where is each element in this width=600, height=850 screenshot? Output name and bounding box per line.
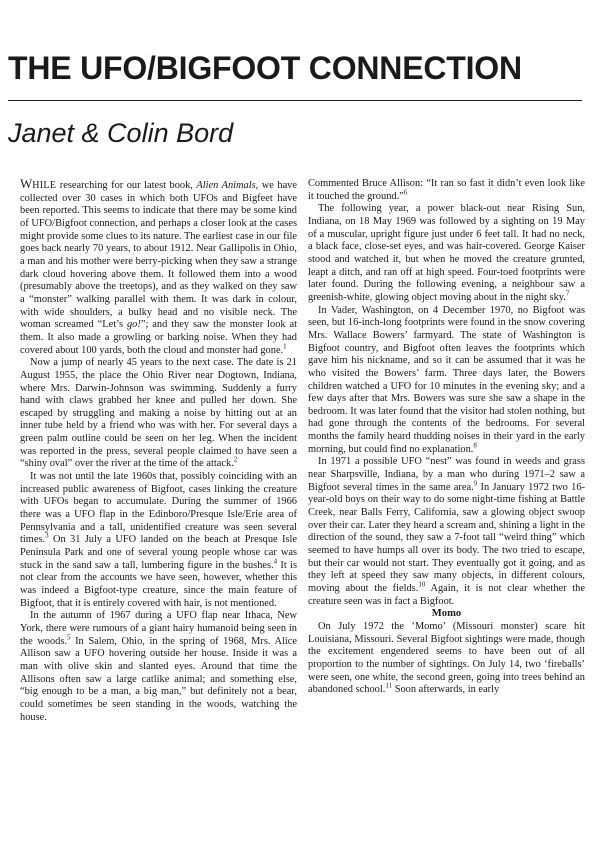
paragraph: It was not until the late 1960s that, possibly coinciding with an increased public awareness of Bigfoot, cases linking the creature with UFOs began to accumulate. During the summer of 1966 there was a UFO flap in the Edinboro/Presque Isle/Erie area of Pennsylvania and a tall, unidentified creature was seen several times.$^3$ On 31 July a UFO landed on the beach at Presque Isle Peninsula Park and one of several young people whose car was stuck in the sand saw a tall, lumbering figure in the bushes.$^4$ It is not clear from the accounts we have seen, however, whether this was indeed a Bigfoot-type creature, since the main feature of Bigfoot, that it is entirely covered with hair, is not mentioned. xyxy=(20,471,297,609)
section-subheading: Momo xyxy=(431,608,462,620)
left-column xyxy=(20,178,297,724)
article-authors: Janet & Colin Bord xyxy=(8,118,234,148)
title-rule xyxy=(8,100,582,101)
paragraph: In the autumn of 1967 during a UFO flap near Ithaca, New York, there were rumours of a giant hairy humanoid being seen in the woods.$^5$ In Salem, Ohio, in the spring of 1968, Mrs. Alice Allison saw a UFO hovering outside her house. Inside it was a man with olive skin and slanted eyes. Around that time the Allisons often saw a large catlike animal; and something else, “big enough to be a man, a big man,” but definitely not a bear, could sometimes be seen standing in the woods, watching the house. xyxy=(20,610,297,723)
right-column xyxy=(308,178,585,697)
paragraph: The following year, a power black-out near Rising Sun, Indiana, on 18 May 1969 was followed by a sighting on 19 May of a muscular, upright figure just under 6 feet tall. It had no neck, a black face, close-set eyes, and was hair-covered. George Kaiser stood and watched it, but when he moved the creature grunted, leapt a ditch, and ran off at high speed. Four-toed footprints were later found. During the following evening, a neighbour saw a greenish-white, glowing object moving about in the night sky.$^7$ xyxy=(308,203,585,303)
article-title: THE UFO/BIGFOOT CONNECTION xyxy=(8,50,522,86)
paragraph: In 1971 a possible UFO “nest” was found in weeds and grass near Sharpsville, Indiana, by a man who during 1971–2 saw a Bigfoot several times in the same area.$^9$ In January 1972 two 16-year-old boys on their way to do some night-time fishing at Battle Creek, near Balls Ferry, California, saw a glowing object swoop over their car. Later they heard a scream and, shining a light in the direction of the sound, they saw a 7-foot tall “weird thing” which seemed to have humps all over its body. The two tried to escape, but their car would not start. They eventually got it going, and as they left at speed they saw many objects, in different colours, moving about the fields.$^{10}$ Again, it is not clear whether the creature seen was in fact a Bigfoot. xyxy=(308,456,585,607)
paragraph: Commented Bruce Allison: “It ran so fast it didn’t even look like it touched the ground.”$^6$ xyxy=(308,178,585,202)
paragraph: In Vader, Washington, on 4 December 1970, no Bigfoot was seen, but 16-inch-long footprints were found in the snow covering Mrs. Wallace Bowers’ farmyard. The state of Washington is Bigfoot country, and Bigfoot often leaves the footprints which gave him his nickname, and so it can be assumed that it was he who visited the Bowers’ farm. Three days later, the Bowers children watched a UFO for 10 minutes in the evening sky; and a few days after that Mrs. Bowers was sure she saw a shape in the bedroom. It was later found that the visitor had stolen nothing, but had gone through the contents of the bedrooms. For several months the family heard thudding noises in their yard in the early morning, but could find no explanation.$^8$ xyxy=(308,304,585,455)
paragraph: On July 1972 the ‘Momo’ (Missouri monster) scare hit Louisiana, Missouri. Several Bigfoot sightings were made, though the excitement engendered seems to have been out of all proportion to the number of sightings. On July 14, two ‘fireballs’ were seen, one white, the second green, going into trees behind an abandoned school.$^{11}$ Soon afterwards, in early xyxy=(308,620,585,696)
paragraph: Now a jump of nearly 45 years to the next case. The date is 21 August 1955, the place the Ohio River near Dogtown, Indiana, where Mrs. Darwin-Johnson was swimming. Suddenly a furry hand with claws grabbed her knee and pulled her down. She escaped by struggling and making a noise by hitting out at an inner tube held by a friend who was with her. For several days a green palm outline could be seen on her leg. When the incident was reported in the press, several people claimed to have seen a “shiny oval” over the river at the time of the attack.$^2$ xyxy=(20,357,297,470)
paragraph: WHILE researching for our latest book, Alien Animals, we have collected over 30 cases in which both UFOs and Bigfeet have been reported. This seems to indicate that there may be some kind of UFO/Bigfoot connection, and perhaps a closer look at the cases might provide some clues to its nature. The earliest case in our file goes back nearly 70 years, to about 1912. Near Gallipolis in Ohio, a man and his mother were berry-picking when they saw a strange dark cloud hovering above them. It followed them into a wood (presumably above the treetops), and as they walked on they saw a “monster” walking parallel with them. It was dark in colour, with wide shoulders, a bulky head and no visible neck. The woman screamed “Let’s go!”; and they saw the monster look at them. It also made a growling or barking noise. When they had covered about 100 yards, both the cloud and monster had gone.$^1$ xyxy=(20,176,298,356)
